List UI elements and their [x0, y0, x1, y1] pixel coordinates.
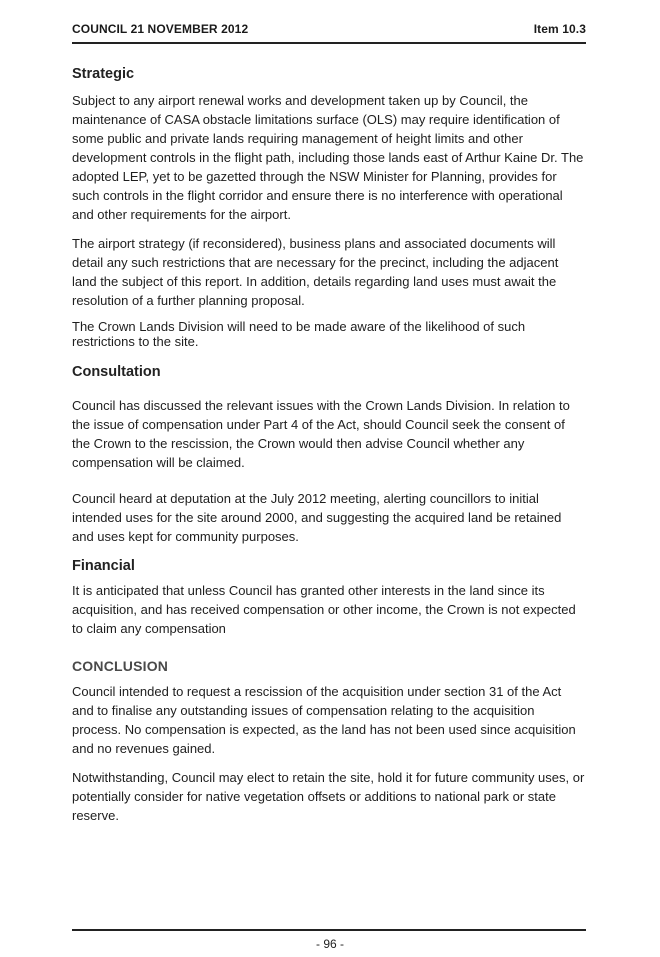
header-rule — [72, 42, 586, 44]
consultation-paragraph-2: Council heard at deputation at the July 2012 meeting, alerting councillors to initial intended uses for the site around 2000, and suggesting the acquired land be retained and uses kept for community purposes. — [72, 491, 562, 544]
document-body — [72, 66, 586, 825]
strategic-paragraph-3: The Crown Lands Division will need to be made aware of the likelihood of such restrictions to the site. — [72, 319, 526, 349]
conclusion-paragraph-1: Council intended to request a rescission of the acquisition under section 31 of the Act and to finalise any outstanding issues of compensation relating to the acquisition process. No compensation is expected, as the land has not been used since acquisition and no revenues gained. — [72, 684, 576, 756]
strategic-paragraph-2: The airport strategy (if reconsidered), business plans and associated documents will detail any such restrictions that are necessary for the precinct, including the adjacent land the subject of this report. In addition, details regarding land uses must await the resolution of a further planning proposal. — [72, 236, 559, 308]
page-number: - 96 - — [315, 937, 344, 951]
financial-paragraph-1: It is anticipated that unless Council has granted other interests in the land since its acquisition, and has received compensation or other income, the Crown is not expected to claim any compensation — [72, 583, 576, 636]
meeting-title: COUNCIL 21 NOVEMBER 2012 — [72, 22, 249, 36]
footer-rule — [72, 929, 586, 931]
item-number: Item 10.3 — [533, 22, 586, 36]
conclusion-paragraph-2: Notwithstanding, Council may elect to retain the site, hold it for future community uses, or potentially consider for native vegetation offsets or additions to national park or state reserve. — [72, 770, 585, 823]
strategic-paragraph-1: Subject to any airport renewal works and development taken up by Council, the maintenance of CASA obstacle limitations surface (OLS) may require identification of some public and private lands requiring management of height limits and other development controls in the flight path, including those lands east of Arthur Kaine Dr. The adopted LEP, yet to be gazetted through the NSW Minister for Planning, provides for such controls in the flight corridor and ensure there is no interference with operational and other requirements for the airport. — [72, 93, 584, 222]
financial-heading: Financial — [72, 558, 135, 574]
strategic-heading: Strategic — [72, 66, 135, 82]
consultation-heading: Consultation — [72, 364, 161, 380]
consultation-paragraph-1: Council has discussed the relevant issues with the Crown Lands Division. In relation to the issue of compensation under Part 4 of the Act, should Council seek the consent of the Crown to the rescission, the Crown would then advise Council whether any compensation will be claimed. — [72, 398, 570, 470]
page-header — [72, 22, 586, 38]
conclusion-heading: CONCLUSION — [72, 658, 169, 674]
